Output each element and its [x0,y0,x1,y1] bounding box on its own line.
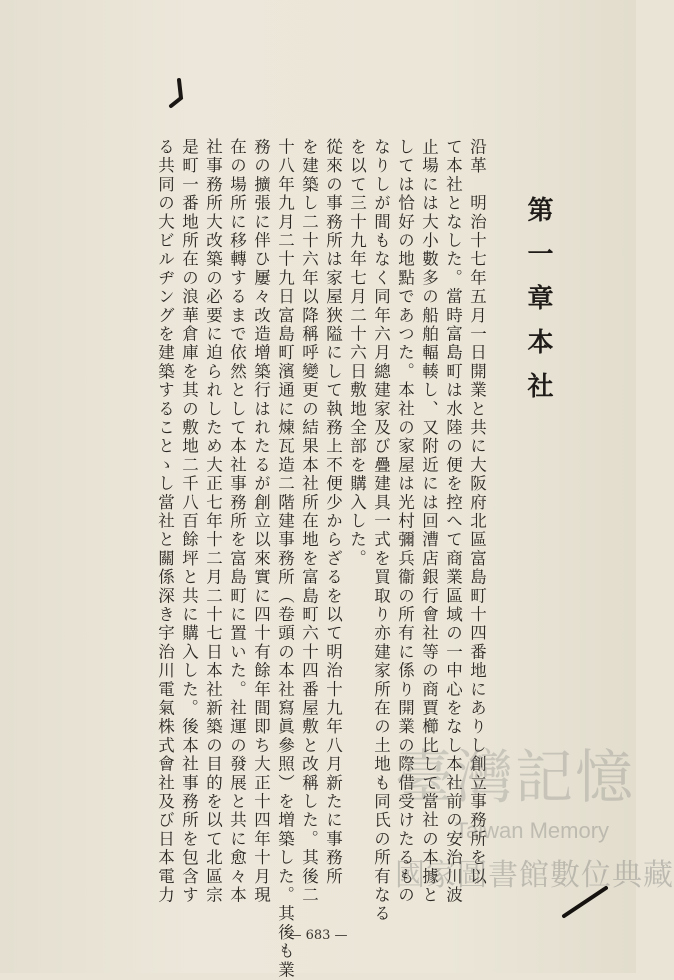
page-number: — 683 — [288,928,348,943]
text-column: 務の擴張に伴ひ屢々改造增築行はれたるが創立以來實に四十有餘年間即ち大正十四年十月現 [251,138,271,905]
text-column: 沿革 明治十七年五月一日開業と共に大阪府北區富島町十四番地にありし創立事務所を以 [467,138,487,886]
watermark-chinese: 臺灣記憶 [395,743,636,811]
text-column: なりしが間もなく同年六月總建家及び疊建具一式を買取り亦建家所在の土地も同氏の所有なる [371,138,391,924]
watermark-subtitle: 國家圖書館數位典藏 [395,858,674,893]
text-column: て本社となした。當時富島町は水陸の便を控へて商業區域の一中心をなし本社前の安治川波 [443,138,463,905]
chapter-title: 第一章本社 [523,196,553,416]
ink-mark-top-left [168,80,186,110]
text-column: 止場には大小數多の船舶輻輳し、又附近には回漕店銀行會社等の商賈櫛比して當社の本據と [419,138,439,905]
text-column: 社事務所大改築の必要に迫られしため大正七年十二月二十七日本社新築の目的を以て北區宗 [203,138,223,905]
text-column: を建築し二十六年以降稱呼變更の結果本社所在地を富島町六十四番屋敷と改稱した。其後二 [299,138,319,905]
text-column: 十八年九月二十九日富島町濱通に煉瓦造二階建事務所（卷頭の本社寫眞參照）を増築した。其後も業 [275,138,295,980]
text-column: る共同の大ビルヂングを建築することゝし當社と關係深き宇治川電氣株式會社及び日本電力 [155,138,175,905]
watermark-english: Taiwan Memory [455,818,610,843]
text-column: 是町一番地所在の浪華倉庫を其の敷地二千八百餘坪と共に購入した。後本社事務所を包含す [179,138,199,905]
text-column: 在の場所に移轉するまで依然として本社事務所を富島町に置いた。社運の發展と共に愈々本 [227,138,247,905]
text-column: を以て三十九年七月二十六日敷地全部を購入した。 [347,138,367,569]
ink-mark-bottom-right [562,884,608,918]
text-column: しては恰好の地點であつた。本社の家屋は光村彌兵衞の所有に係り開業の際借受けたるもの [395,138,415,905]
text-column: 從來の事務所は家屋狹隘にして執務上不便少からざるを以て明治十九年八月新たに事務所 [323,138,343,886]
